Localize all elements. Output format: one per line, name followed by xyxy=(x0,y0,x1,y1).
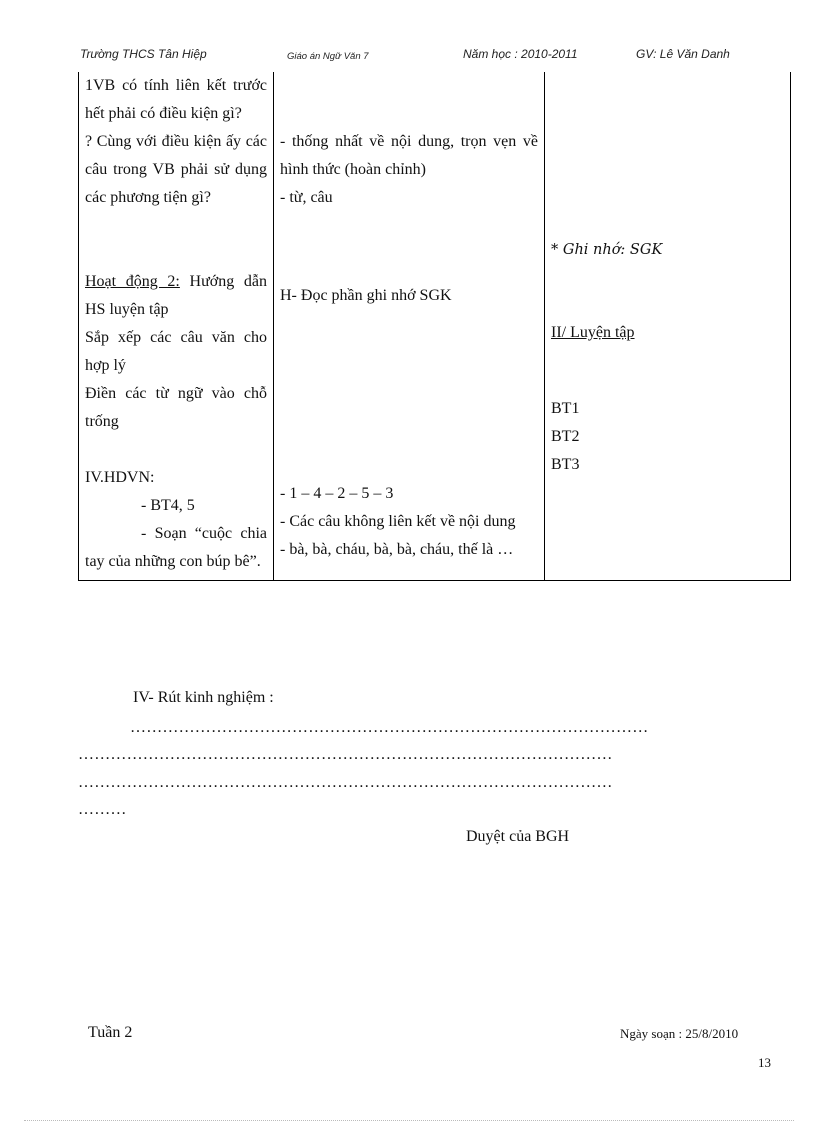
header-subject: Giáo án Ngữ Văn 7 xyxy=(287,51,369,62)
note-text: * Ghi nhớ: SGK xyxy=(551,242,663,258)
experience-heading: IV- Rút kinh nghiệm : xyxy=(133,689,274,706)
answer-text: - thống nhất về nội dung, trọn vẹn về hình thức (hoàn chỉnh) xyxy=(280,133,538,178)
exercise-label: BT2 xyxy=(551,428,580,445)
header-year: Năm học : 2010-2011 xyxy=(463,47,578,61)
page-number: 13 xyxy=(758,1055,771,1070)
header-school: Trường THCS Tân Hiệp xyxy=(80,47,207,61)
table-column-activities xyxy=(79,72,274,581)
question-text: 1VB có tính liên kết trước hết phải có điều kiện gì? xyxy=(85,77,267,122)
answer-text: - Các câu không liên kết về nội dung xyxy=(280,513,516,530)
question-text: ? Cùng với điều kiện ấy các câu trong VB phải sử dụng các phương tiện gì? xyxy=(85,133,267,206)
homework-item: - BT4, 5 xyxy=(141,497,195,514)
exercise-label: BT3 xyxy=(551,456,580,473)
activity-title: Hoạt động 2: xyxy=(85,273,180,290)
homework-item: - Soạn “cuộc chia tay của những con búp bê”. xyxy=(85,525,267,570)
dotted-line: ……………………………………………………………………………………… xyxy=(78,774,613,791)
section-heading: II/ Luyện tập xyxy=(551,324,635,341)
homework-heading: IV.HDVN: xyxy=(85,469,155,486)
table-column-answers xyxy=(274,72,545,581)
activity-heading xyxy=(85,268,267,324)
dotted-line: ……………………………………………………………………………………… xyxy=(78,746,613,763)
answer-text: - từ, câu xyxy=(280,189,333,206)
header-teacher: GV: Lê Văn Danh xyxy=(636,47,730,61)
answer-text: - bà, bà, cháu, bà, bà, cháu, thế là … xyxy=(280,541,514,558)
page-divider xyxy=(24,1120,794,1121)
table-column-notes xyxy=(545,72,791,581)
lesson-table xyxy=(78,72,791,581)
answer-text: H- Đọc phần ghi nhớ SGK xyxy=(280,287,452,304)
activity-description: Hướng dẫn HS luyện tập xyxy=(85,273,267,318)
exercise-instruction: Sắp xếp các câu văn cho hợp lý xyxy=(85,329,267,374)
week-label: Tuần 2 xyxy=(88,1024,133,1041)
answer-text: - 1 – 4 – 2 – 5 – 3 xyxy=(280,485,394,502)
exercise-instruction: Điền các từ ngữ vào chỗ trống xyxy=(85,385,267,430)
preparation-date: Ngày soạn : 25/8/2010 xyxy=(620,1026,739,1041)
exercise-label: BT1 xyxy=(551,400,580,417)
approval-label: Duyệt của BGH xyxy=(466,828,570,845)
dotted-line: …………………………………………………………………………………… xyxy=(130,719,649,736)
dotted-line: ……… xyxy=(78,801,127,818)
